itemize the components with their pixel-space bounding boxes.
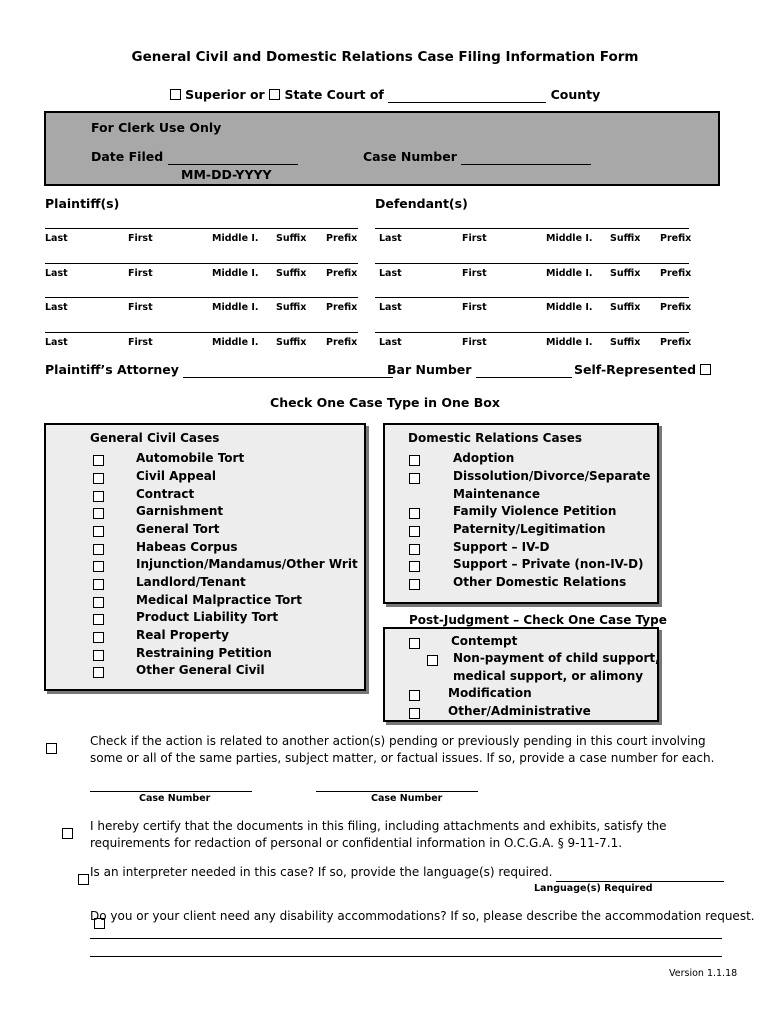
form-title: General Civil and Domestic Relations Case Filing Information Form (131, 49, 639, 65)
state-court-checkbox[interactable] (269, 89, 280, 100)
field-last: Last (379, 233, 402, 244)
plaintiffs-heading: Plaintiff(s) (45, 196, 120, 211)
field-suffix: Suffix (610, 233, 641, 244)
self-represented-row (574, 362, 711, 377)
checkbox[interactable] (409, 708, 420, 719)
disability-request-line-1[interactable] (90, 938, 722, 939)
post-judgment-non-payment-cont: medical support, or alimony (453, 669, 644, 683)
case-number-field[interactable] (461, 149, 591, 165)
field-first: First (462, 302, 487, 313)
court-line (0, 87, 770, 103)
item-label: Landlord/Tenant (136, 575, 246, 589)
interpreter-language-field[interactable] (556, 864, 724, 882)
checkbox[interactable] (93, 455, 104, 466)
case-type-habeas-corpus[interactable] (93, 540, 238, 554)
case-type-general-tort[interactable] (93, 522, 219, 536)
checkbox[interactable] (409, 690, 420, 701)
field-suffix: Suffix (276, 337, 307, 348)
case-type-product-liability[interactable] (93, 610, 278, 624)
field-prefix: Prefix (660, 337, 692, 348)
defendant-name-line[interactable] (375, 297, 689, 298)
date-filed-field[interactable] (168, 149, 298, 165)
superior-label: Superior or (185, 87, 265, 102)
related-case-number-label-2: Case Number (371, 793, 443, 804)
item-label: Medical Malpractice Tort (136, 593, 302, 607)
checkbox[interactable] (409, 561, 420, 572)
field-first: First (462, 337, 487, 348)
field-prefix: Prefix (660, 233, 692, 244)
item-label: Product Liability Tort (136, 610, 279, 624)
defendant-name-line[interactable] (375, 332, 689, 333)
case-type-real-property[interactable] (93, 628, 229, 642)
checkbox[interactable] (409, 579, 420, 590)
bar-number-label: Bar Number (387, 362, 472, 377)
field-first: First (462, 233, 487, 244)
item-label: Contempt (451, 634, 518, 648)
checkbox[interactable] (93, 614, 104, 625)
item-label: Dissolution/Divorce/Separate (453, 469, 651, 483)
interpreter-row (90, 864, 724, 882)
case-type-support-ivd[interactable] (409, 540, 549, 554)
case-type-contract[interactable] (93, 487, 194, 501)
checkbox[interactable] (409, 638, 420, 649)
field-last: Last (45, 302, 68, 313)
field-middle: Middle I. (212, 337, 259, 348)
checkbox[interactable] (93, 650, 104, 661)
post-judgment-heading: Post-Judgment – Check One Case Type (409, 613, 667, 627)
field-middle: Middle I. (546, 337, 593, 348)
related-case-number-field-1[interactable] (90, 791, 252, 792)
attorney-row (45, 362, 393, 378)
field-middle: Middle I. (212, 302, 259, 313)
bar-number-row (387, 362, 572, 378)
checkbox[interactable] (93, 508, 104, 519)
certify-checkbox[interactable] (62, 828, 73, 839)
field-last: Last (45, 268, 68, 279)
field-middle: Middle I. (546, 268, 593, 279)
superior-checkbox[interactable] (170, 89, 181, 100)
clerk-use-box (44, 111, 720, 186)
field-middle: Middle I. (212, 233, 259, 244)
field-suffix: Suffix (276, 302, 307, 313)
bar-number-field[interactable] (476, 362, 572, 378)
date-filed-label (91, 149, 298, 165)
defendants-heading: Defendant(s) (375, 196, 468, 211)
checkbox[interactable] (427, 655, 438, 666)
related-case-number-label-1: Case Number (139, 793, 211, 804)
field-suffix: Suffix (610, 268, 641, 279)
version-label: Version 1.1.18 (669, 968, 738, 979)
item-label: Other General Civil (136, 663, 265, 677)
item-label: Other/Administrative (448, 704, 591, 718)
checkbox[interactable] (93, 667, 104, 678)
field-first: First (128, 268, 153, 279)
case-type-automobile-tort[interactable] (93, 451, 244, 465)
related-action-text: Check if the action is related to another action(s) pending or previously pending in this court involving some or all of the same parties, subject matter, or factual issues. If so, provide a case number for each. (90, 734, 715, 765)
checkbox[interactable] (93, 579, 104, 590)
item-label: Modification (448, 686, 532, 700)
general-civil-heading: General Civil Cases (90, 431, 220, 445)
checkbox[interactable] (409, 526, 420, 537)
item-label: Automobile Tort (136, 451, 245, 465)
item-label: Civil Appeal (136, 469, 216, 483)
case-type-paternity[interactable] (409, 522, 606, 536)
post-judgment-non-payment[interactable] (427, 651, 660, 665)
checkbox[interactable] (93, 526, 104, 537)
self-represented-checkbox[interactable] (700, 364, 711, 375)
disability-request-line-2[interactable] (90, 956, 722, 957)
county-label: County (550, 87, 601, 102)
field-prefix: Prefix (326, 302, 358, 313)
case-type-restraining-petition[interactable] (93, 646, 272, 660)
item-label: Garnishment (136, 504, 224, 518)
item-label: General Tort (136, 522, 220, 536)
checkbox[interactable] (409, 544, 420, 555)
checkbox[interactable] (93, 597, 104, 608)
field-middle: Middle I. (212, 268, 259, 279)
field-prefix: Prefix (326, 233, 358, 244)
disability-text: Do you or your client need any disability accommodations? If so, please describe the accommodation request. (90, 909, 755, 923)
defendant-name-line[interactable] (375, 228, 689, 229)
field-suffix: Suffix (610, 337, 641, 348)
case-type-heading: Check One Case Type in One Box (270, 395, 500, 410)
case-type-support-private[interactable] (409, 557, 644, 571)
case-type-landlord-tenant[interactable] (93, 575, 246, 589)
self-represented-label: Self-Represented (574, 362, 697, 377)
plaintiff-attorney-label: Plaintiff’s Attorney (45, 362, 179, 377)
field-first: First (128, 337, 153, 348)
field-prefix: Prefix (660, 302, 692, 313)
county-field[interactable] (388, 87, 546, 103)
post-judgment-modification[interactable] (409, 686, 532, 700)
field-prefix: Prefix (660, 268, 692, 279)
checkbox[interactable] (409, 508, 420, 519)
item-label: Habeas Corpus (136, 540, 238, 554)
certify-text: I hereby certify that the documents in this filing, including attachments and exhibits, satisfy the requirements for redaction of personal or confidential information in O.C.G.A. § 9-11-7.1. (90, 819, 667, 850)
case-type-adoption[interactable] (409, 451, 514, 465)
case-type-dissolution-cont: Maintenance (453, 487, 541, 501)
field-first: First (128, 233, 153, 244)
case-type-other-domestic[interactable] (409, 575, 626, 589)
checkbox[interactable] (93, 473, 104, 484)
case-type-injunction[interactable] (93, 557, 358, 571)
item-label: Paternity/Legitimation (453, 522, 606, 536)
case-type-garnishment[interactable] (93, 504, 223, 518)
interpreter-checkbox[interactable] (78, 874, 89, 885)
related-case-number-field-2[interactable] (316, 791, 478, 792)
plaintiff-name-line[interactable] (45, 297, 358, 298)
field-last: Last (379, 337, 402, 348)
field-last: Last (45, 337, 68, 348)
plaintiff-attorney-field[interactable] (183, 362, 393, 378)
item-label: Family Violence Petition (453, 504, 617, 518)
case-type-other-general-civil[interactable] (93, 663, 265, 677)
field-first: First (128, 302, 153, 313)
field-last: Last (379, 302, 402, 313)
checkbox[interactable] (409, 455, 420, 466)
item-label: Injunction/Mandamus/Other Writ (136, 557, 358, 571)
state-court-label: State Court of (284, 87, 384, 102)
case-type-dissolution[interactable] (409, 469, 650, 483)
checkbox[interactable] (93, 491, 104, 502)
item-label: Contract (136, 487, 195, 501)
field-first: First (462, 268, 487, 279)
domestic-relations-heading: Domestic Relations Cases (408, 431, 583, 445)
checkbox[interactable] (409, 473, 420, 484)
post-judgment-other-administrative[interactable] (409, 704, 591, 718)
case-type-civil-appeal[interactable] (93, 469, 216, 483)
field-suffix: Suffix (610, 302, 641, 313)
field-last: Last (379, 268, 402, 279)
date-format-hint: MM-DD-YYYY (181, 167, 272, 182)
plaintiff-name-line[interactable] (45, 332, 358, 333)
item-label: Non-payment of child support, (453, 651, 660, 665)
defendant-name-line[interactable] (375, 263, 689, 264)
item-label: Restraining Petition (136, 646, 272, 660)
plaintiff-name-line[interactable] (45, 263, 358, 264)
item-label: Support – Private (non-IV-D) (453, 557, 644, 571)
related-action-checkbox[interactable] (46, 743, 57, 754)
checkbox[interactable] (93, 561, 104, 572)
field-middle: Middle I. (546, 233, 593, 244)
case-type-family-violence[interactable] (409, 504, 616, 518)
field-suffix: Suffix (276, 233, 307, 244)
field-prefix: Prefix (326, 337, 358, 348)
case-type-medical-malpractice[interactable] (93, 593, 302, 607)
item-label: Support – IV-D (453, 540, 550, 554)
field-suffix: Suffix (276, 268, 307, 279)
item-label: Real Property (136, 628, 229, 642)
checkbox[interactable] (93, 632, 104, 643)
plaintiff-name-line[interactable] (45, 228, 358, 229)
language-required-label: Language(s) Required (534, 883, 653, 894)
post-judgment-contempt[interactable] (409, 634, 517, 648)
field-prefix: Prefix (326, 268, 358, 279)
interpreter-text: Is an interpreter needed in this case? If so, provide the language(s) required. (90, 865, 553, 879)
case-number-text: Case Number (363, 149, 457, 164)
field-middle: Middle I. (546, 302, 593, 313)
field-last: Last (45, 233, 68, 244)
item-label: Other Domestic Relations (453, 575, 627, 589)
date-filed-text: Date Filed (91, 149, 164, 164)
clerk-heading: For Clerk Use Only (91, 120, 222, 135)
case-number-label (363, 149, 591, 165)
checkbox[interactable] (93, 544, 104, 555)
item-label: Adoption (453, 451, 515, 465)
